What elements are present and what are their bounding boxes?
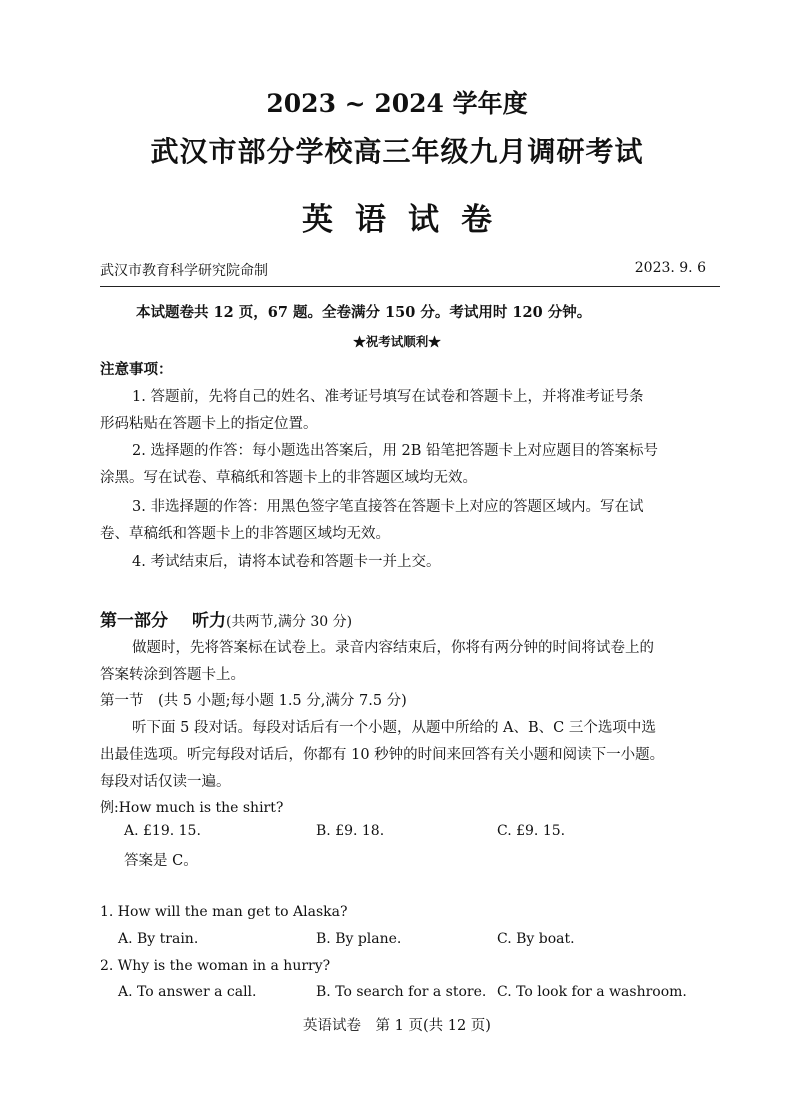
notice-item-3-line-2: 卷、草稿纸和答题卡上的非答题区域均无效。 (100, 526, 390, 542)
school-year: 2023 ~ 2024 学年度 (266, 89, 528, 118)
notice-heading: 注意事项： (100, 361, 173, 378)
publisher: 武汉市教育科学研究院命制 (100, 263, 268, 279)
part-one-name: 听力 (192, 611, 226, 631)
section-one-line-3: 每段对话仅读一遍。 (100, 774, 231, 790)
notice-item-3-line-1: 3. 非选择题的作答：用黑色签字笔直接答在答题卡上对应的答题区域内。写在试 (132, 499, 644, 515)
part-one-title: 第一部分 (100, 611, 168, 631)
page-footer: 英语试卷 第 1 页(共 12 页) (303, 1018, 491, 1034)
example-option-a: A. £19. 15. (124, 823, 201, 839)
question-stem: 1. How will the man get to Alaska? (100, 904, 348, 920)
subject-title: 英语试卷 (302, 202, 514, 238)
example-option-b: B. £9. 18. (316, 823, 385, 839)
header-divider (100, 286, 720, 287)
example-option-c: C. £9. 15. (497, 823, 566, 839)
notice-item-1-line-1: 1. 答题前，先将自己的姓名、准考证号填写在试卷和答题卡上，并将准考证号条 (132, 389, 644, 405)
part-one-subtitle: (共两节,满分 30 分) (226, 614, 353, 630)
option-a: A. To answer a call. (118, 984, 257, 1000)
notice-item-2-line-1: 2. 选择题的作答：每小题选出答案后，用 2B 铅笔把答题卡上对应题目的答案标号 (132, 443, 659, 459)
option-b: B. To search for a store. (316, 984, 487, 1000)
example-answer: 答案是 C。 (124, 853, 198, 869)
exam-info-line: 本试题卷共 12 页，67 题。全卷满分 150 分。考试用时 120 分钟。 (136, 304, 592, 321)
part-one-intro-line-1: 做题时，先将答案标在试卷上。录音内容结束后，你将有两分钟的时间将试卷上的 (132, 640, 654, 656)
option-b: B. By plane. (316, 931, 402, 947)
notice-item-1-line-2: 形码粘贴在答题卡上的指定位置。 (100, 416, 318, 432)
good-luck-line: ★祝考试顺利★ (353, 334, 441, 349)
option-c: C. To look for a washroom. (497, 984, 687, 1000)
notice-item-2-line-2: 涂黑。写在试卷、草稿纸和答题卡上的非答题区域均无效。 (100, 470, 477, 486)
option-a: A. By train. (118, 931, 199, 947)
question-stem: 2. Why is the woman in a hurry? (100, 958, 331, 974)
notice-item-4-line-1: 4. 考试结束后，请将本试卷和答题卡一并上交。 (132, 554, 441, 570)
part-one-intro-line-2: 答案转涂到答题卡上。 (100, 667, 245, 683)
exam-date: 2023. 9. 6 (634, 260, 706, 276)
section-one-line-1: 听下面 5 段对话。每段对话后有一个小题，从题中所给的 A、B、C 三个选项中选 (132, 720, 656, 736)
section-one-title: 第一节 (共 5 小题;每小题 1.5 分,满分 7.5 分) (100, 693, 407, 709)
exam-title: 武汉市部分学校高三年级九月调研考试 (150, 135, 644, 168)
section-one-line-2: 出最佳选项。听完每段对话后，你都有 10 秒钟的时间来回答有关小题和阅读下一小题。 (100, 747, 665, 763)
part-one-heading (100, 606, 352, 631)
example-stem: 例:How much is the shirt? (100, 800, 284, 816)
option-c: C. By boat. (497, 931, 575, 947)
